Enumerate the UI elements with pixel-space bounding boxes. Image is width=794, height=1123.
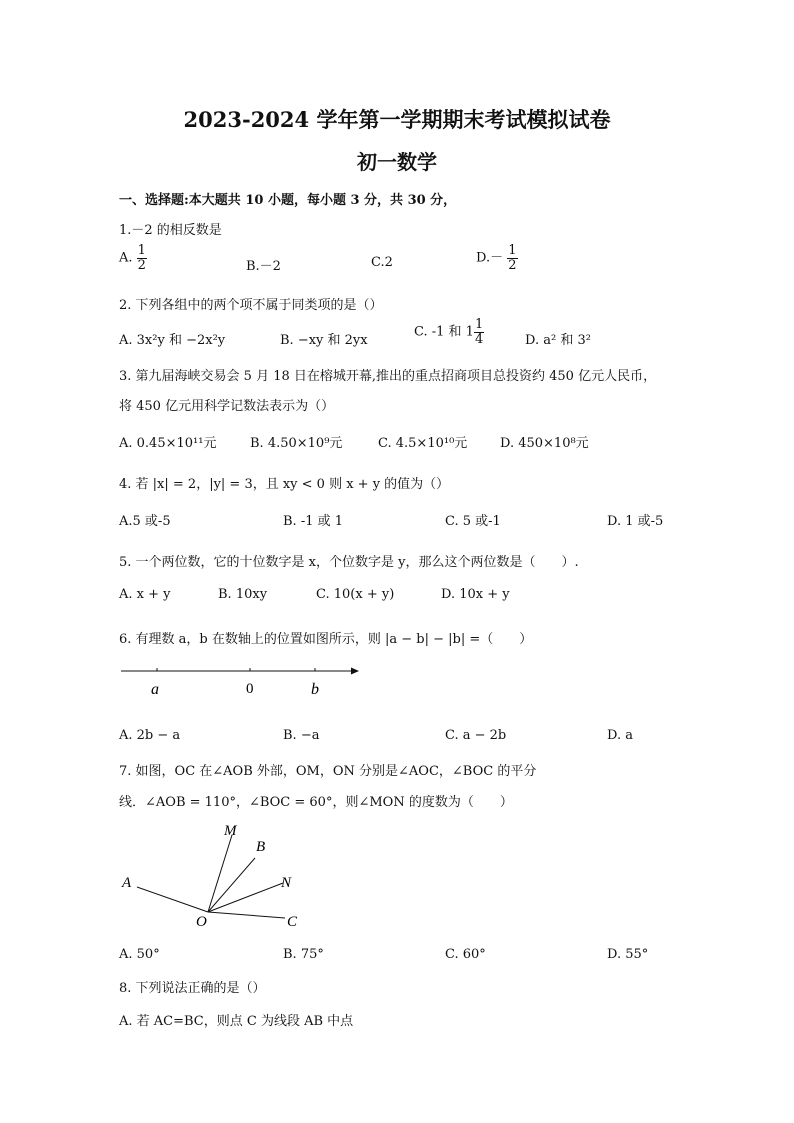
question-2-option-b: B. −xy 和 2yx [280, 333, 368, 348]
ray-oa [137, 887, 208, 912]
label-zero: 0 [246, 681, 254, 697]
question-5-option-d: D. 10x + y [441, 587, 510, 602]
number-line-figure [115, 660, 375, 705]
question-8-stem: 8. 下列说法正确的是（） [119, 981, 266, 996]
question-1-option-a: A. $\frac{1}{2}$ [119, 243, 146, 273]
point-label-a: A [122, 875, 132, 891]
question-2-stem: 2. 下列各组中的两个项不属于同类项的是（） [119, 298, 383, 313]
question-6-option-b: B. −a [283, 728, 320, 743]
question-5-stem: 5. 一个两位数，它的十位数字是 x，个位数字是 y，那么这个两位数是（ ）. [119, 555, 579, 570]
point-label-n: N [281, 875, 292, 891]
angle-figure [115, 818, 325, 933]
ray-om [208, 835, 232, 912]
question-5-option-a: A. x + y [119, 587, 171, 602]
question-7-option-c: C. 60° [445, 947, 486, 962]
point-label-o: O [196, 914, 207, 930]
question-3-option-c: C. 4.5×10¹⁰元 [378, 436, 468, 451]
question-1-option-c: C.2 [371, 255, 393, 270]
question-1-stem: 1.－2 的相反数是 [119, 223, 222, 238]
question-6-option-a: A. 2b − a [119, 728, 181, 743]
ray-ob [208, 858, 255, 912]
section-heading: 一、选择题:本大题共 10 小题，每小题 3 分，共 30 分， [119, 193, 457, 208]
question-2-option-c: C. -1 和 1 $\frac{1}{4}$ [414, 317, 484, 347]
question-4-option-b: B. -1 或 1 [283, 514, 344, 529]
question-5-option-c: C. 10(x + y) [316, 587, 395, 602]
question-5-option-b: B. 10xy [218, 587, 268, 602]
question-1-option-d: D.－ $\frac{1}{2}$ [476, 243, 517, 273]
point-label-m: M [224, 823, 237, 839]
exam-title: 2023-2024 学年第一学期期末考试模拟试卷 [183, 107, 611, 132]
question-3-stem-line1: 3. 第九届海峡交易会 5 月 18 日在榕城开幕,推出的重点招商项目总投资约 450 亿元人民币， [119, 369, 657, 384]
question-2-option-d: D. a² 和 3² [525, 333, 591, 348]
label-b: b [311, 681, 319, 698]
question-6-option-c: C. a − 2b [445, 728, 507, 743]
question-6-stem: 6. 有理数 a，b 在数轴上的位置如图所示，则 |a − b| − |b| =（ ） [119, 632, 533, 647]
question-3-option-a: A. 0.45×10¹¹元 [119, 436, 217, 451]
question-7-stem-line1: 7. 如图，OC 在∠AOB 外部，OM，ON 分别是∠AOC，∠BOC 的平分 [119, 764, 537, 779]
question-7-option-b: B. 75° [283, 947, 324, 962]
question-3-stem-line2: 将 450 亿元用科学记数法表示为（） [119, 399, 335, 414]
ray-oc [208, 912, 285, 918]
question-7-option-a: A. 50° [119, 947, 160, 962]
question-6-option-d: D. a [607, 728, 633, 743]
number-line-arrowhead [351, 668, 359, 675]
question-1-option-b: B.－2 [246, 259, 281, 274]
question-4-option-c: C. 5 或-1 [445, 514, 501, 529]
ray-on [208, 883, 283, 912]
point-label-c: C [287, 914, 298, 930]
question-8-option-a: A. 若 AC=BC，则点 C 为线段 AB 中点 [119, 1014, 354, 1029]
exam-subtitle: 初一数学 [357, 150, 437, 174]
label-a: a [151, 681, 159, 698]
question-4-option-d: D. 1 或-5 [607, 514, 664, 529]
question-3-option-b: B. 4.50×10⁹元 [250, 436, 343, 451]
question-4-option-a: A.5 或-5 [119, 514, 171, 529]
point-label-b: B [256, 839, 266, 855]
question-7-stem-line2: 线．∠AOB = 110°，∠BOC = 60°，则∠MON 的度数为（ ） [119, 795, 513, 810]
question-2-option-a: A. 3x²y 和 −2x²y [119, 333, 226, 348]
question-4-stem: 4. 若 |x| = 2，|y| = 3，且 xy < 0 则 x + y 的值为（） [119, 477, 450, 492]
question-3-option-d: D. 450×10⁸元 [500, 436, 589, 451]
question-7-option-d: D. 55° [607, 947, 649, 962]
